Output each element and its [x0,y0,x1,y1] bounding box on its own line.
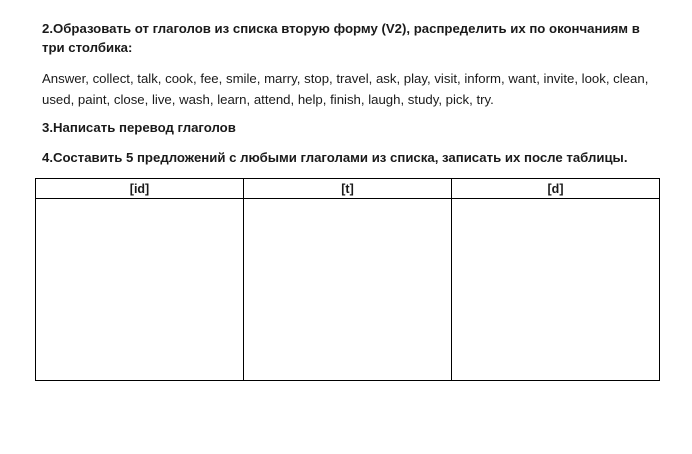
cell-t-column [244,199,452,381]
column-header-d: [d] [452,179,660,199]
cell-d-column [452,199,660,381]
column-header-id: [id] [36,179,244,199]
task3-heading: 3.Написать перевод глаголов [42,120,236,135]
task4-heading: 4.Составить 5 предложений с любыми глаголами из списка, записать их после таблицы. [42,150,628,165]
table-header-row [36,179,660,199]
cell-id-column [36,199,244,381]
table-body-row [36,199,660,381]
column-header-t: [t] [244,179,452,199]
endings-table [35,178,660,381]
task2-heading: 2.Образовать от глаголов из списка вторую форму (V2), распределить их по окончаниям в три столбика: [42,21,640,55]
verb-list: Answer, collect, talk, cook, fee, smile, marry, stop, travel, ask, play, visit, inform, want, invite, look, clean, used, paint, close, live, wash, learn, attend, help, finish, laugh, study, pick, try. [42,71,649,107]
